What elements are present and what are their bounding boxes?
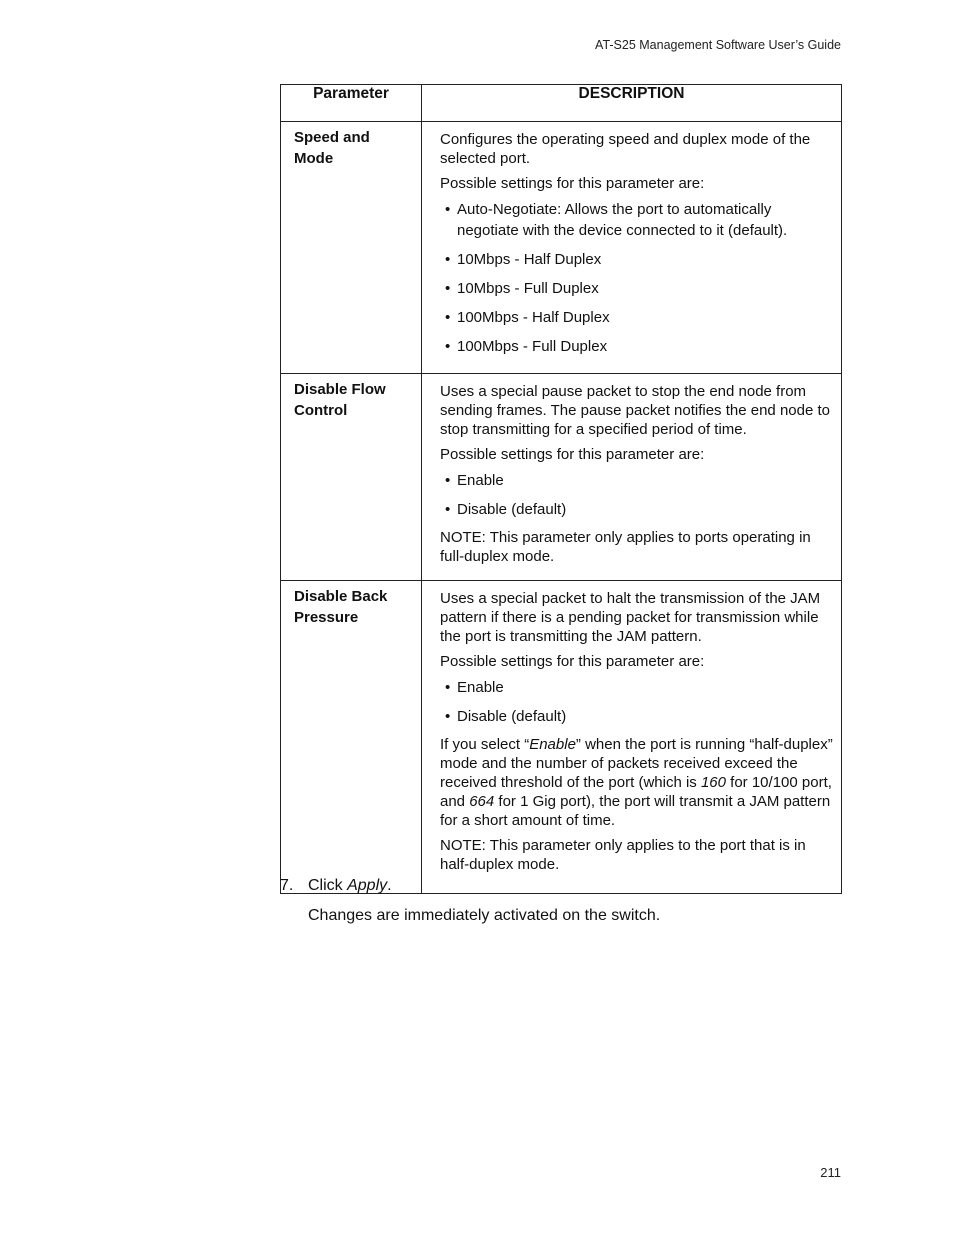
bullet-icon: •: [445, 472, 451, 489]
description-text: Configures the operating speed and duplex mode of the selected port.: [440, 131, 811, 167]
settings-list: [440, 470, 835, 520]
settings-list: [440, 677, 835, 727]
parameter-description: [422, 122, 842, 374]
page-number: 211: [820, 1165, 841, 1180]
bullet-icon: •: [445, 679, 451, 696]
settings-label: Possible settings for this parameter are:: [440, 446, 705, 463]
note-text: NOTE: This parameter only applies to ports operating in full-duplex mode.: [440, 529, 811, 565]
parameter-description: [422, 374, 842, 581]
parameter-description: [422, 581, 842, 894]
list-item: • 10Mbps - Half Duplex: [445, 251, 602, 268]
bullet-icon: •: [445, 201, 451, 218]
apply-reference: Apply: [347, 877, 388, 894]
column-header-parameter: Parameter: [281, 85, 422, 122]
enable-explanation: If you select “Enable” when the port is running “half-duplex” mode and the number of packets received exceed the received threshold of the port (which is 160 for 10/100 port, and 664 for 1 Gig port), the port will transmit a JAM pattern for a short amount of time.: [440, 736, 833, 829]
list-item: • Enable: [445, 472, 504, 489]
settings-label: Possible settings for this parameter are:: [440, 653, 705, 670]
list-item: • Enable: [445, 679, 504, 696]
step-result: Changes are immediately activated on the switch.: [308, 907, 661, 924]
bullet-icon: •: [445, 338, 451, 355]
description-text: Uses a special packet to halt the transmission of the JAM pattern if there is a pending packet for transmission while the port is transmitting the JAM pattern.: [440, 590, 821, 645]
parameter-name: Speed and Mode: [281, 122, 422, 374]
list-item: • 10Mbps - Full Duplex: [445, 280, 599, 297]
note-text: NOTE: This parameter only applies to the port that is in half-duplex mode.: [440, 837, 806, 873]
settings-list: [440, 199, 835, 357]
running-header: AT-S25 Management Software User’s Guide: [595, 38, 841, 52]
list-item: • Auto-Negotiate: Allows the port to automatically negotiate with the device connected to it (default).: [445, 201, 788, 239]
table-row: [281, 122, 842, 374]
bullet-icon: •: [445, 708, 451, 725]
table-header-row: [281, 85, 842, 122]
column-header-description: DESCRIPTION: [422, 85, 842, 122]
list-item: • Disable (default): [445, 708, 567, 725]
bullet-icon: •: [445, 309, 451, 326]
parameter-table: [280, 84, 842, 894]
list-item: • 100Mbps - Half Duplex: [445, 309, 610, 326]
description-text: Uses a special pause packet to stop the end node from sending frames. The pause packet notifies the end node to stop transmitting for a specified period of time.: [440, 383, 830, 438]
bullet-icon: •: [445, 280, 451, 297]
table-row: [281, 581, 842, 894]
step-text: Click Apply.: [308, 877, 392, 894]
procedure-step: [280, 875, 392, 897]
step-number: 7.: [280, 877, 294, 894]
settings-label: Possible settings for this parameter are:: [440, 175, 705, 192]
table-row: [281, 374, 842, 581]
bullet-icon: •: [445, 251, 451, 268]
list-item: • 100Mbps - Full Duplex: [445, 338, 608, 355]
list-item: • Disable (default): [445, 501, 567, 518]
bullet-icon: •: [445, 501, 451, 518]
parameter-name: Disable Flow Control: [281, 374, 422, 581]
parameter-name: Disable Back Pressure: [281, 581, 422, 894]
